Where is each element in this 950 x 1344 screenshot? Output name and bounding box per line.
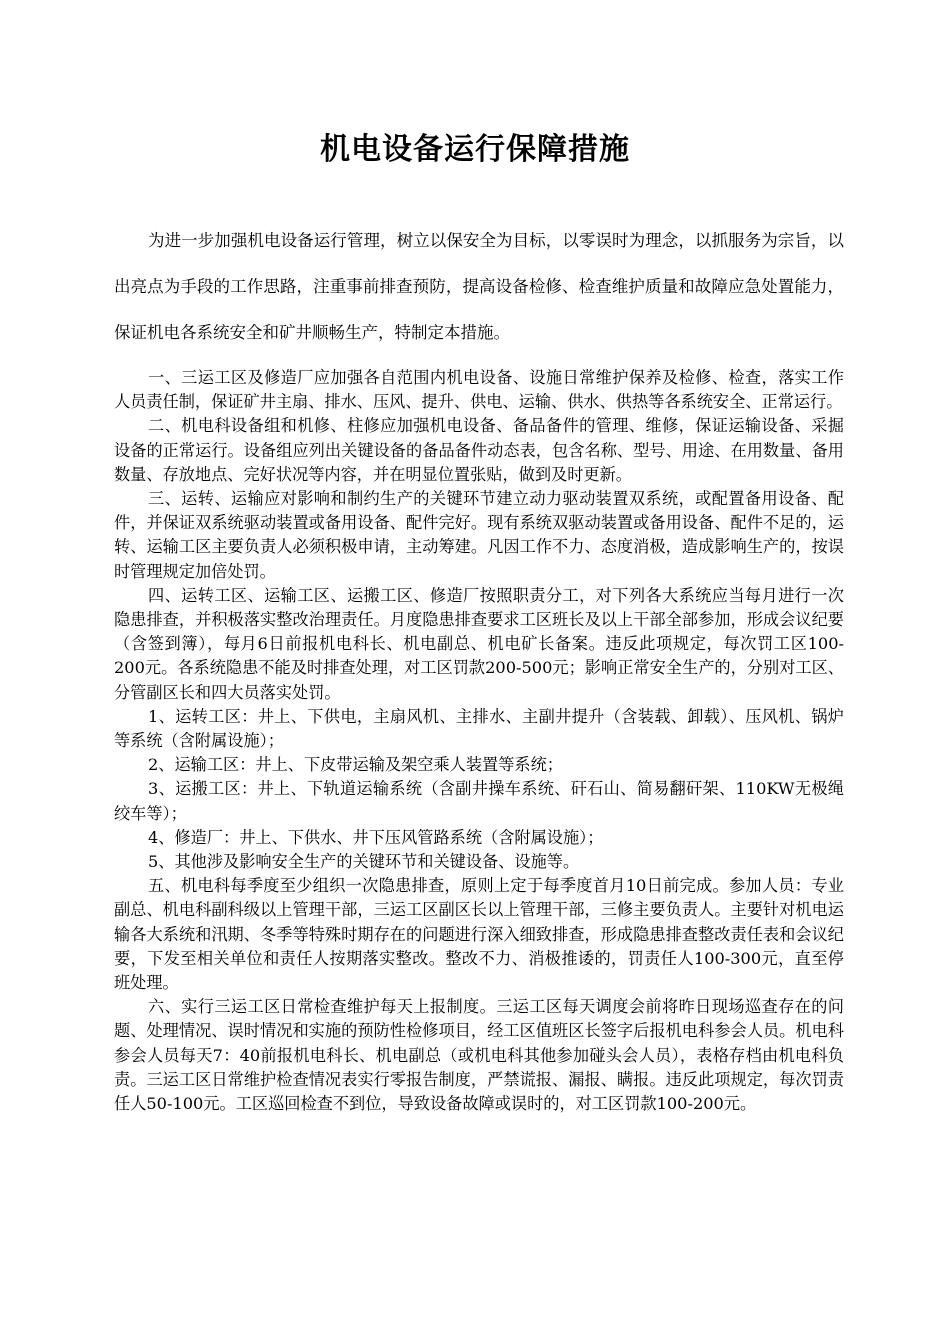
list-item-1: 1、运转工区：井上、下供电，主扇风机、主排水、主副井提升（含装载、卸载）、压风机、锅炉等系统（含附属设施）； <box>114 706 844 751</box>
paragraph-section-2: 二、机电科设备组和机修、柱修应加强机电设备、备品备件的管理、维修，保证运输设备、采掘设备的正常运行。设备组应列出关键设备的备品备件动态表，包含名称、型号、用途、在用数量、备用数量、存放地点、完好状况等内容，并在明显位置张贴，做到及时更新。 <box>114 416 844 484</box>
list-item-3: 3、运搬工区：井上、下轨道运输系统（含副井操车系统、矸石山、简易翻矸架、110KW无极绳绞车等）； <box>114 779 844 823</box>
list-item-2: 2、运输工区：井上、下皮带运输及架空乘人装置等系统； <box>148 755 563 775</box>
paragraph-section-1: 一、三运工区及修造厂应加强各自范围内机电设备、设施日常维护保养及检修、检查，落实工作人员责任制，保证矿井主扇、排水、压风、提升、供电、运输、供水、供热等各系统安全、正常运行。 <box>114 368 844 412</box>
document-title: 机电设备运行保障措施 <box>320 132 630 167</box>
intro-paragraph: 为进一步加强机电设备运行管理，树立以保安全为目标，以零误时为理念，以抓服务为宗旨，以出亮点为手段的工作思路，注重事前排查预防，提高设备检修、检查维护质量和故障应急处置能力，保证机电各系统安全和矿井顺畅生产，特制定本措施。 <box>114 231 844 342</box>
list-item-5: 5、其他涉及影响安全生产的关键环节和关键设备、设施等。 <box>148 852 580 872</box>
paragraph-section-5: 五、机电科每季度至少组织一次隐患排查，原则上定于每季度首月10日前完成。参加人员：专业副总、机电科副科级以上管理干部，三运工区副区长以上管理干部，三修主要负责人。主要针对机电运输各大系统和汛期、冬季等特殊时期存在的问题进行深入细致排查，形成隐患排查整改责任表和会议纪要，下发至相关单位和责任人按期落实整改。整改不力、消极推诿的，罚责任人100-300元，直至停班处理。 <box>114 876 844 993</box>
document-body <box>114 366 844 1116</box>
paragraph-section-3: 三、运转、运输应对影响和制约生产的关键环节建立动力驱动装置双系统，或配置备用设备、配件，并保证双系统驱动装置或备用设备、配件完好。现有系统双驱动装置或备用设备、配件不足的，运转、运输工区主要负责人必须积极申请，主动筹建。凡因工作不力、态度消极，造成影响生产的，按误时管理规定加倍处罚。 <box>114 489 844 581</box>
paragraph-section-6: 六、实行三运工区日常检查维护每天上报制度。三运工区每天调度会前将昨日现场巡查存在的问题、处理情况、误时情况和实施的预防性检修项目，经工区值班区长签字后报机电科参会人员。机电科参会人员每天7：40前报机电科长、机电副总（或机电科其他参加碰头会人员），表格存档由机电科负责。三运工区日常维护检查情况表实行零报告制度，严禁谎报、漏报、瞒报。违反此项规定，每次罚责任人50-100元。工区巡回检查不到位，导致设备故障或误时的，对工区罚款100-200元。 <box>114 997 844 1114</box>
list-item-4: 4、修造厂：井上、下供水、井下压风管路系统（含附属设施）； <box>148 827 604 847</box>
paragraph-section-4: 四、运转工区、运输工区、运搬工区、修造厂按照职责分工，对下列各大系统应当每月进行一次隐患排查，并积极落实整改治理责任。月度隐患排查要求工区班长及以上干部全部参加，形成会议纪要（含签到簿），每月6日前报机电科长、机电副总、机电矿长备案。违反此项规定，每次罚工区100-200元。各系统隐患不能及时排查处理，对工区罚款200-500元；影响正常安全生产的，分别对工区、分管副区长和四大员落实处罚。 <box>114 585 844 702</box>
